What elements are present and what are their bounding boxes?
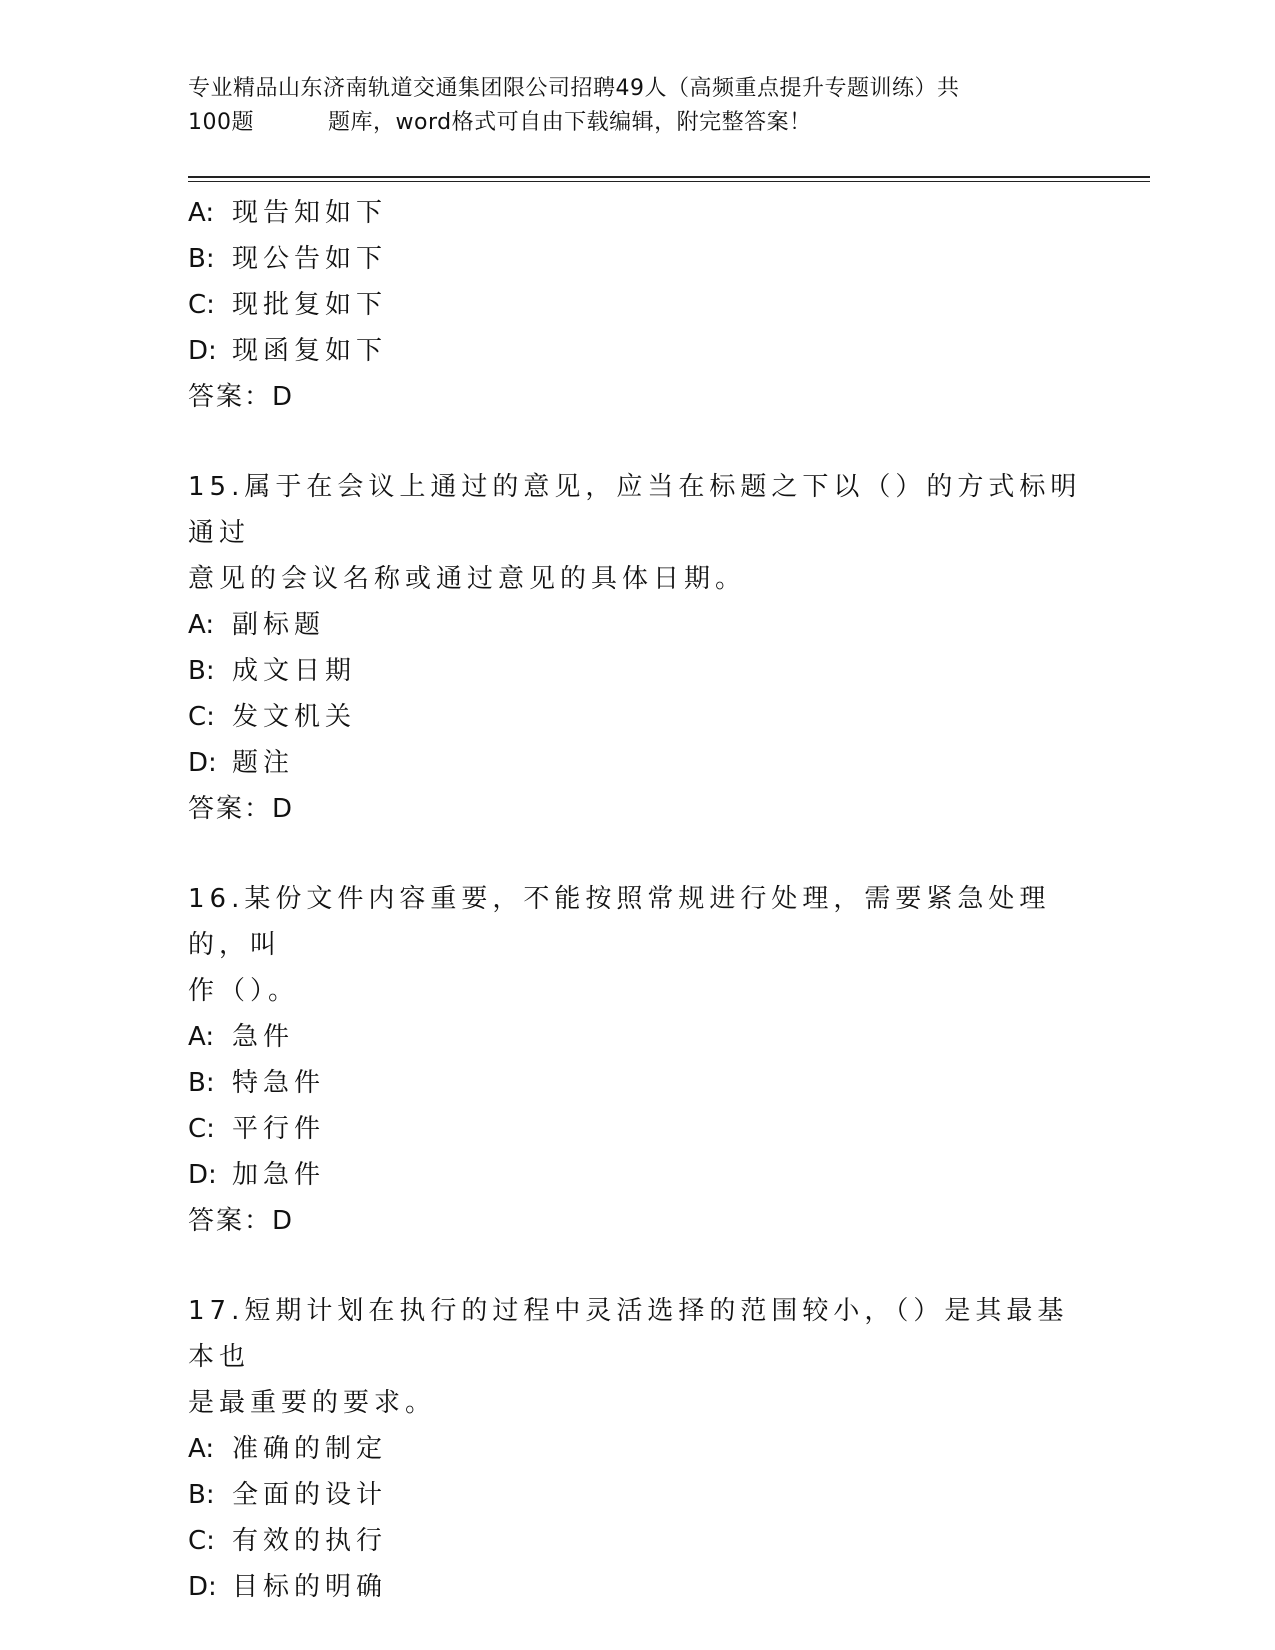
question-stem (188, 876, 1088, 1014)
option-label: B: (188, 1480, 215, 1510)
option-text: 急件 (232, 1022, 295, 1052)
option-label: A: (188, 198, 215, 228)
option-label: C: (188, 1526, 215, 1556)
option-text: 现告知如下 (232, 198, 388, 228)
question-17 (188, 1288, 1088, 1610)
question-stem-line: 意见的会议名称或通过意见的具体日期。 (188, 564, 747, 594)
option-label: B: (188, 244, 215, 274)
question-stem (188, 1288, 1088, 1426)
document-header (188, 72, 1088, 140)
answer: 答案：D (188, 1206, 295, 1236)
option-b (188, 236, 1088, 282)
question-stem-line: 作（）。 (188, 976, 300, 1006)
question-stem-line: 17.短期计划在执行的过程中灵活选择的范围较小，（）是其最基本也 (188, 1296, 1069, 1372)
question-stem (188, 464, 1088, 602)
question-stem-line: 是最重要的要求。 (188, 1388, 437, 1418)
option-b (188, 648, 1088, 694)
option-label: A: (188, 1434, 215, 1464)
header-divider-thick (188, 176, 1150, 178)
option-label: D: (188, 748, 217, 778)
option-label: D: (188, 1572, 217, 1602)
option-text: 副标题 (232, 610, 326, 640)
option-text: 现公告如下 (232, 244, 388, 274)
option-text: 有效的执行 (232, 1526, 388, 1556)
option-c (188, 282, 1088, 328)
header-line-2 (188, 106, 1088, 140)
option-label: A: (188, 610, 215, 640)
option-b (188, 1060, 1088, 1106)
option-a (188, 1426, 1088, 1472)
option-c (188, 1518, 1088, 1564)
option-text: 发文机关 (232, 702, 357, 732)
option-label: D: (188, 1160, 217, 1190)
question-list (188, 190, 1088, 1610)
option-text: 全面的设计 (232, 1480, 388, 1510)
option-label: A: (188, 1022, 215, 1052)
option-c (188, 694, 1088, 740)
question-stem-line: 15.属于在会议上通过的意见，应当在标题之下以（）的方式标明通过 (188, 472, 1082, 548)
option-text: 特急件 (232, 1068, 326, 1098)
option-label: B: (188, 656, 215, 686)
answer: 答案：D (188, 382, 295, 412)
option-a (188, 1014, 1088, 1060)
option-a (188, 602, 1088, 648)
option-text: 成文日期 (232, 656, 357, 686)
option-c (188, 1106, 1088, 1152)
option-text: 平行件 (232, 1114, 326, 1144)
option-text: 现函复如下 (232, 336, 388, 366)
option-text: 题注 (232, 748, 295, 778)
option-text: 加急件 (232, 1160, 326, 1190)
option-d (188, 1152, 1088, 1198)
answer: 答案：D (188, 794, 295, 824)
option-text: 目标的明确 (232, 1572, 388, 1602)
header-divider-thin (188, 181, 1150, 182)
question-stem-line: 16.某份文件内容重要，不能按照常规进行处理，需要紧急处理的，叫 (188, 884, 1051, 960)
question-14 (188, 190, 1088, 420)
option-label: C: (188, 702, 215, 732)
option-label: D: (188, 336, 217, 366)
option-b (188, 1472, 1088, 1518)
option-label: C: (188, 1114, 215, 1144)
question-15 (188, 464, 1088, 832)
header-question-count: 100题 (188, 110, 254, 135)
option-a (188, 190, 1088, 236)
option-label: C: (188, 290, 215, 320)
option-text: 现批复如下 (232, 290, 388, 320)
option-d (188, 1564, 1088, 1610)
option-text: 准确的制定 (232, 1434, 388, 1464)
option-label: B: (188, 1068, 215, 1098)
option-d (188, 740, 1088, 786)
header-line-1: 专业精品山东济南轨道交通集团限公司招聘49人（高频重点提升专题训练）共 (188, 76, 960, 101)
question-16 (188, 876, 1088, 1244)
header-description: 题库，word格式可自由下载编辑，附完整答案！ (328, 110, 812, 135)
option-d (188, 328, 1088, 374)
